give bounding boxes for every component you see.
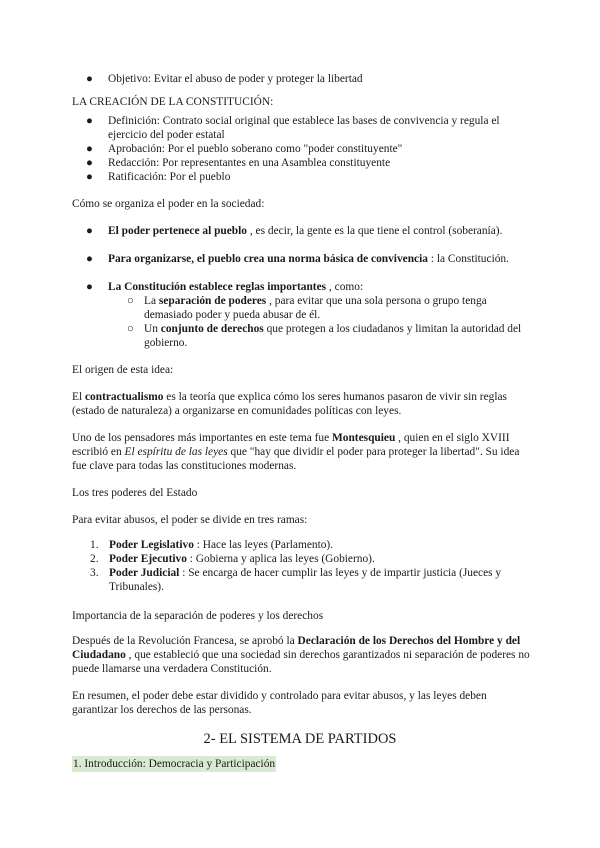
text-run: , que estableció que una sociedad sin derechos garantizados ni separación de poderes no puede llamarse una verdadera Constitución. bbox=[72, 649, 530, 675]
highlighted-subheading: 1. Introducción: Democracia y Participación bbox=[73, 758, 276, 770]
bold-phrase: Poder Judicial bbox=[109, 567, 180, 579]
text-run: : Hace las leyes (Parlamento). bbox=[193, 539, 334, 551]
paragraph-title: El origen de esta idea: bbox=[72, 364, 174, 376]
creacion-item: Ratificación: Por el pueblo bbox=[108, 171, 231, 183]
paragraph bbox=[72, 431, 532, 473]
item-number: 1. bbox=[90, 539, 99, 551]
sub-bullet-text bbox=[144, 322, 529, 350]
bold-phrase: El poder pertenece al pueblo bbox=[108, 225, 248, 237]
item-number: 2. bbox=[90, 553, 99, 565]
bullet-text bbox=[108, 224, 528, 238]
numbered-text bbox=[109, 566, 529, 594]
bold-phrase: La Constitución establece reglas importantes bbox=[108, 281, 327, 293]
text-run: es la teoría que explica cómo los seres humanos pasaron de vivir sin reglas (estado de naturaleza) a organizarse en comunidades políticas con leyes. bbox=[72, 391, 507, 417]
text-run: Un bbox=[144, 323, 161, 335]
text-run: El bbox=[72, 391, 85, 403]
bold-phrase: separación de poderes bbox=[158, 295, 267, 307]
text-run: : la Constitución. bbox=[427, 253, 509, 265]
text-run: , quien en el siglo XVIII escribió en bbox=[72, 432, 510, 458]
creacion-item: Redacción: Por representantes en una Asamblea constituyente bbox=[108, 157, 391, 169]
bold-phrase: conjunto de derechos bbox=[160, 323, 264, 335]
text-run: : Gobierna y aplica las leyes (Gobierno). bbox=[186, 553, 375, 565]
section-heading: LA CREACIÓN DE LA CONSTITUCIÓN: bbox=[72, 96, 274, 108]
text-run: , es decir, la gente es la que tiene el control (soberanía). bbox=[247, 225, 503, 237]
numbered-text bbox=[109, 552, 529, 566]
text-run: que "hay que dividir el poder para proteger la libertad". Su idea fue clave para todas las constituciones modernas. bbox=[72, 446, 520, 472]
text-run: : Se encarga de hacer cumplir las leyes y de impartir justicia (Jueces y Tribunales). bbox=[109, 567, 502, 593]
paragraph-title: Importancia de la separación de poderes y los derechos bbox=[72, 610, 324, 622]
bullet-icon: ● bbox=[86, 253, 93, 265]
bullet-text bbox=[108, 252, 528, 266]
text-run: Después de la Revolución Francesa, se aprobó la bbox=[72, 635, 298, 647]
bullet-icon: ● bbox=[86, 281, 93, 293]
numbered-text bbox=[109, 538, 529, 552]
bullet-icon: ● bbox=[86, 171, 93, 183]
text-run: La bbox=[144, 295, 159, 307]
bullet-icon: ● bbox=[86, 115, 93, 127]
paragraph-title: Los tres poderes del Estado bbox=[72, 487, 198, 499]
bold-phrase: Poder Ejecutivo bbox=[109, 553, 187, 565]
bullet-icon: ● bbox=[86, 143, 93, 155]
circle-bullet-icon: ○ bbox=[127, 323, 134, 335]
bullet-icon: ● bbox=[86, 225, 93, 237]
objetivo-text: Objetivo: Evitar el abuso de poder y proteger la libertad bbox=[108, 73, 363, 85]
creacion-item: Aprobación: Por el pueblo soberano como "poder constituyente" bbox=[108, 143, 403, 155]
text-run: que protegen a los ciudadanos y limitan la autoridad del gobierno. bbox=[144, 323, 522, 349]
text-run: , para evitar que una sola persona o grupo tenga demasiado poder y pueda abusar de él. bbox=[144, 295, 487, 321]
bullet-icon: ● bbox=[86, 157, 93, 169]
paragraph bbox=[72, 390, 532, 418]
bold-phrase: Declaración de los Derechos del Hombre y del Ciudadano bbox=[72, 635, 521, 661]
paragraph: Para evitar abusos, el poder se divide en tres ramas: bbox=[72, 514, 308, 526]
bold-phrase: Poder Legislativo bbox=[109, 539, 194, 551]
item-number: 3. bbox=[90, 567, 99, 579]
circle-bullet-icon: ○ bbox=[127, 295, 134, 307]
paragraph: Cómo se organiza el poder en la sociedad: bbox=[72, 198, 265, 210]
italic-title: El espíritu de las leyes bbox=[124, 446, 228, 458]
paragraph: En resumen, el poder debe estar dividido y controlado para evitar abusos, y las leyes deben garantizar los derechos de las personas. bbox=[72, 690, 487, 716]
bullet-text bbox=[108, 280, 528, 294]
bold-phrase: Montesquieu bbox=[332, 432, 396, 444]
sub-bullet-text bbox=[144, 294, 529, 322]
paragraph bbox=[72, 634, 532, 676]
bold-phrase: contractualismo bbox=[84, 391, 164, 403]
creacion-item: Definición: Contrato social original que establece las bases de convivencia y regula el ejercicio del poder estatal bbox=[108, 115, 500, 141]
text-run: , como: bbox=[326, 281, 364, 293]
bold-phrase: Para organizarse, el pueblo crea una norma básica de convivencia bbox=[108, 253, 428, 265]
text-run: Uno de los pensadores más importantes en este tema fue bbox=[72, 432, 333, 444]
section-heading-2: 2- EL SISTEMA DE PARTIDOS bbox=[203, 731, 397, 747]
bullet-icon: ● bbox=[86, 73, 93, 85]
